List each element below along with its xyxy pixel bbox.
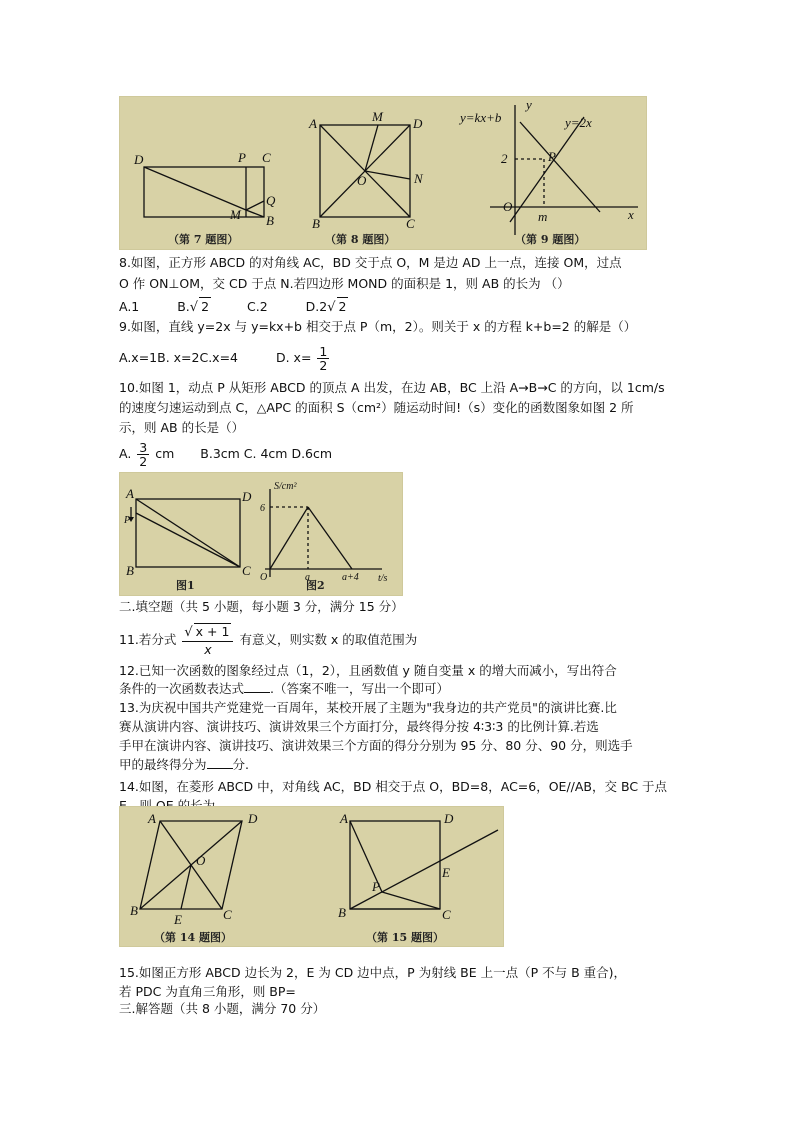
q11-suffix: 有意义，则实数 x 的取值范围为 bbox=[239, 632, 418, 647]
q10-options-bcd: B.3cm C. 4cm D.6cm bbox=[200, 446, 333, 461]
fig7-label-c: C bbox=[262, 150, 271, 165]
q11-fraction: $\frac{√ x + 1}{x}$ bbox=[182, 623, 233, 658]
fig9-label-line2: y=2x bbox=[565, 115, 592, 130]
figure-10-svg bbox=[120, 473, 402, 595]
q13-answer-blank[interactable] bbox=[207, 768, 233, 769]
fig14-label-d: D bbox=[248, 811, 258, 826]
fig10-xaxis-label: t/s bbox=[378, 573, 388, 584]
fig15-caption: （第 15 题图） bbox=[366, 931, 444, 944]
fig14-label-b: B bbox=[130, 903, 138, 918]
q8-option-d-radicand: 2 bbox=[338, 299, 347, 314]
fig15-label-d: D bbox=[444, 811, 454, 826]
q8-option-a: A.1 bbox=[119, 299, 140, 314]
section-3-heading: 三.解答题（共 8 小题，满分 70 分） bbox=[119, 1001, 326, 1016]
fig9-label-m: m bbox=[538, 209, 548, 224]
q15-line2: 若 PDC 为直角三角形，则 BP= bbox=[119, 984, 296, 999]
fig9-label-p: P bbox=[548, 149, 556, 164]
fig7-label-p: P bbox=[238, 150, 246, 165]
q11 bbox=[119, 620, 417, 660]
q13-line4: 甲的最终得分为 分. bbox=[119, 757, 249, 772]
figure-14-15-svg bbox=[120, 807, 503, 946]
q8-option-b: B. bbox=[177, 299, 190, 314]
fig10-origin-label: O bbox=[260, 572, 268, 583]
fig8-label-c: C bbox=[406, 216, 415, 231]
q9-line1: 9.如图，直线 y=2x 与 y=kx+b 相交于点 P（m，2）。则关于 x 的方程 k+b=2 的解是（） bbox=[119, 319, 637, 334]
fig10-label-d: D bbox=[242, 489, 252, 504]
fig8-label-m: M bbox=[372, 109, 383, 124]
fig10-label-p: P bbox=[124, 515, 131, 526]
q13-line1: 13.为庆祝中国共产党建党一百周年，某校开展了主题为"我身边的共产党员"的演讲比赛.比 bbox=[119, 700, 617, 715]
q8-option-b-radicand: 2 bbox=[201, 299, 210, 314]
fig9-caption: （第 9 题图） bbox=[515, 233, 586, 246]
fig9-label-line1: y=kx+b bbox=[460, 110, 502, 125]
fig9-label-x: x bbox=[628, 207, 634, 222]
figure-8 bbox=[320, 125, 410, 217]
fig15-label-p: P bbox=[372, 879, 380, 894]
fig7-label-b: B bbox=[266, 213, 274, 228]
q8-option-d: D.2 bbox=[305, 299, 328, 314]
q10-line1: 10.如图 1，动点 P 从矩形 ABCD 的顶点 A 出发，在边 AB，BC 上沿 A→B→C 的方向，以 1cm/s bbox=[119, 380, 665, 395]
figure-10 bbox=[119, 472, 403, 596]
fig10-a4-label: a+4 bbox=[342, 572, 359, 583]
fig7-label-m: M bbox=[230, 207, 241, 222]
figure-7-8-9 bbox=[119, 96, 647, 250]
fig8-label-n: N bbox=[414, 171, 423, 186]
q9-options bbox=[119, 341, 331, 375]
fig7-caption: （第 7 题图） bbox=[168, 233, 239, 246]
q11-radicand: x + 1 bbox=[195, 624, 230, 639]
q10-option-a-fraction: $\frac{3}{2}$ bbox=[139, 440, 148, 469]
q13-line2: 赛从演讲内容、演讲技巧、演讲效果三个方面打分，最终得分按 4∶3∶3 的比例计算.若选 bbox=[119, 719, 599, 734]
fig15-label-b: B bbox=[338, 905, 346, 920]
q10-line3: 示，则 AB 的长是（） bbox=[119, 420, 245, 435]
fig10-label-b: B bbox=[126, 563, 134, 578]
fig15-label-e: E bbox=[442, 865, 450, 880]
fig15-label-a: A bbox=[340, 811, 348, 826]
fig14-label-a: A bbox=[148, 811, 156, 826]
fig14-caption: （第 14 题图） bbox=[154, 931, 232, 944]
figure-14-15 bbox=[119, 806, 504, 947]
figure-9 bbox=[490, 105, 638, 235]
fig10-caption-2: 图2 bbox=[306, 579, 325, 592]
fig15-label-c: C bbox=[442, 907, 451, 922]
fig10-a-label: a bbox=[305, 572, 310, 583]
q8-option-c: C.2 bbox=[247, 299, 268, 314]
fig9-label-o: O bbox=[503, 199, 513, 214]
fig7-label-q: Q bbox=[266, 193, 276, 208]
q10-line2: 的速度匀速运动到点 C，△APC 的面积 S（cm²）随运动时间!（s）变化的函数图象如图 2 所 bbox=[119, 400, 634, 415]
figure-7-8-9-svg bbox=[120, 97, 646, 249]
q9-options-abc: A.x=1B. x=2C.x=4 bbox=[119, 350, 239, 365]
fig14-label-c: C bbox=[223, 907, 232, 922]
fig14-label-o: O bbox=[196, 853, 206, 868]
fig8-label-d: D bbox=[413, 116, 423, 131]
fig10-caption-1: 图1 bbox=[176, 579, 195, 592]
fig8-caption: （第 8 题图） bbox=[325, 233, 396, 246]
q12-line2: 条件的一次函数表达式 .（答案不唯一，写出一个即可） bbox=[119, 681, 449, 696]
fig8-label-a: A bbox=[309, 116, 317, 131]
q10-option-a: A. bbox=[119, 446, 132, 461]
fig10-label-a: A bbox=[126, 486, 134, 501]
fig10-label-c: C bbox=[242, 563, 251, 578]
q15-line1: 15.如图正方形 ABCD 边长为 2，E 为 CD 边中点，P 为射线 BE 上一点（P 不与 B 重合)， bbox=[119, 965, 627, 980]
fig9-label-y: y bbox=[526, 97, 532, 112]
q9-option-d: D. x= bbox=[275, 350, 312, 365]
q14-line1: 14.如图，在菱形 ABCD 中，对角线 AC，BD 相交于点 O，BD=8，AC=6，OE//AB，交 BC 于点 bbox=[119, 779, 668, 794]
fig10-peak-label: 6 bbox=[260, 503, 265, 514]
fig14-label-e: E bbox=[174, 912, 182, 927]
fig10-yaxis-label: S/cm² bbox=[274, 481, 297, 492]
fig7-label-d: D bbox=[134, 152, 144, 167]
q11-prefix: 11.若分式 bbox=[119, 632, 177, 647]
q8-options: A.1 B.√ 2 C.2 D.2√ 2 bbox=[119, 299, 347, 315]
q8-line2: O 作 ON⊥OM，交 CD 于点 N.若四边形 MOND 的面积是 1，则 AB 的长为 （） bbox=[119, 276, 570, 291]
q13-line3: 手甲在演讲内容、演讲技巧、演讲效果三个方面的得分分别为 95 分、80 分、90 分，则选手 bbox=[119, 738, 633, 753]
q8-line1: 8.如图，正方形 ABCD 的对角线 AC，BD 交于点 O，M 是边 AD 上一点，连接 OM，过点 bbox=[119, 255, 622, 270]
section-2-heading: 二.填空题（共 5 小题，每小题 3 分，满分 15 分） bbox=[119, 599, 404, 614]
fig9-label-2: 2 bbox=[501, 151, 508, 166]
q12-line1: 12.已知一次函数的图象经过点（1，2），且函数值 y 随自变量 x 的增大而减小，写出符合 bbox=[119, 663, 617, 678]
q12-answer-blank[interactable] bbox=[244, 692, 270, 693]
q10-option-a-unit: cm bbox=[155, 446, 175, 461]
q10-options bbox=[119, 437, 332, 471]
fig8-label-o: O bbox=[357, 173, 367, 188]
q9-option-d-fraction: $\frac{1}{2}$ bbox=[319, 344, 328, 373]
fig8-label-b: B bbox=[312, 216, 320, 231]
figure-7 bbox=[144, 167, 264, 217]
q11-denominator: x bbox=[204, 642, 212, 657]
